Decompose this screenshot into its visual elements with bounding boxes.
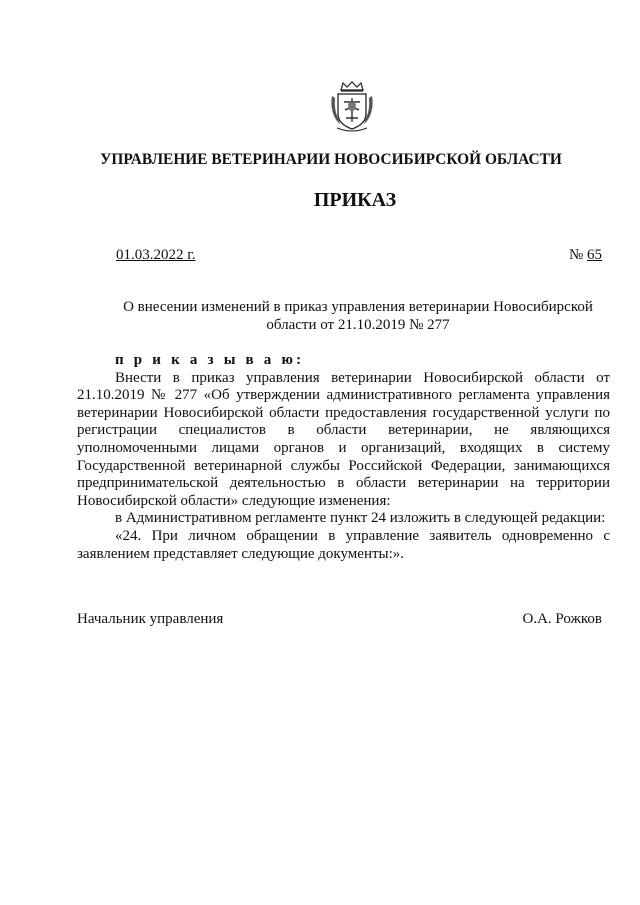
order-word: п р и к а з ы в а ю:: [115, 352, 305, 368]
order-number: [569, 247, 602, 264]
coat-of-arms-icon: [329, 80, 375, 134]
order-body: [77, 352, 610, 563]
signature-name: О.А. Рожков: [522, 611, 602, 627]
body-paragraph-1: Внести в приказ управления ветеринарии Новосибирской области от 21.10.2019 № 277 «Об утверждении административного регламента управления ветеринарии Новосибирской области предоставления государственной услуги по регистрации специалистов в области ветеринарии, не являющихся уполномоченными лицами органов и организаций, входящих в систему Государственной ветеринарной службы Российской Федерации, занимающихся предпринимательской деятельностью в области ветеринарии на территории Новосибирской области» следующие изменения:: [77, 369, 610, 509]
order-subject: [116, 298, 600, 334]
signature-role: Начальник управления: [77, 611, 224, 627]
body-paragraph-2: в Административном регламенте пункт 24 изложить в следующей редакции:: [115, 510, 606, 527]
document-type-title: ПРИКАЗ: [313, 189, 397, 211]
order-number-value: 65: [587, 247, 602, 263]
order-date: 01.03.2022 г.: [116, 247, 196, 263]
order-number-prefix: №: [568, 247, 587, 263]
subject-line-1: О внесении изменений в приказ управления ветеринарии Новосибирской: [123, 299, 593, 315]
organization-title: УПРАВЛЕНИЕ ВЕТЕРИНАРИИ НОВОСИБИРСКОЙ ОБЛАСТИ: [100, 151, 562, 168]
subject-line-2: области от 21.10.2019 № 277: [266, 317, 450, 333]
body-paragraph-3: «24. При личном обращении в управление заявитель одновременно с заявлением представляет следующие документы:».: [77, 527, 610, 562]
